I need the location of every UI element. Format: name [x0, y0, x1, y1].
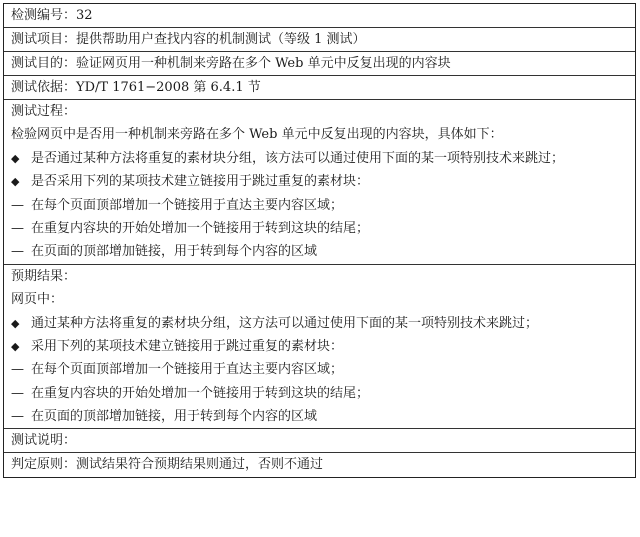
process-line [11, 240, 635, 263]
test-purpose: 测试目的：验证网页用一种机制来旁路在多个 Web 单元中反复出现的内容块 [11, 56, 451, 71]
process-line [11, 217, 635, 240]
process-heading: 测试过程： [11, 104, 77, 119]
test-number-row [4, 4, 635, 28]
test-notes-row [4, 429, 635, 453]
expected-line [11, 382, 635, 405]
process-line-text: 在每个页面顶部增加一个链接用于直达主要内容区域； [31, 197, 344, 213]
dash-bullet-icon: — [11, 244, 24, 260]
process-line [11, 170, 635, 193]
process-line-text: 是否通过某种方法将重复的素材块分组，该方法可以通过使用下面的某一项特别技术来跳过； [31, 150, 565, 166]
expected-line [11, 312, 635, 335]
diamond-bullet-icon: ◆ [11, 151, 20, 165]
process-line-text: 在重复内容块的开始处增加一个链接用于转到这块的结尾； [31, 220, 370, 236]
dash-bullet-icon: — [11, 385, 24, 401]
test-purpose-row [4, 52, 635, 76]
expected-line [11, 405, 635, 428]
test-basis-row [4, 76, 635, 100]
test-item: 测试项目：提供帮助用户查找内容的机制测试（等级 1 测试） [11, 32, 366, 47]
dash-bullet-icon: — [11, 220, 24, 236]
process-intro: 检验网页中是否用一种机制来旁路在多个 Web 单元中反复出现的内容块，具体如下： [11, 127, 503, 143]
expected-intro: 网页中： [11, 292, 64, 308]
expected-line-text: 在每个页面顶部增加一个链接用于直达主要内容区域； [31, 362, 344, 378]
process-line [11, 194, 635, 217]
expected-result-section [4, 265, 635, 430]
criteria-row [4, 453, 635, 477]
diamond-bullet-icon: ◆ [11, 316, 20, 330]
test-case-table [3, 3, 636, 478]
test-notes-heading: 测试说明： [11, 433, 77, 449]
expected-line [11, 335, 635, 358]
dash-bullet-icon: — [11, 362, 24, 378]
criteria-text: 判定原则：测试结果符合预期结果则通过，否则不通过 [11, 457, 324, 473]
dash-bullet-icon: — [11, 197, 24, 213]
expected-line-text: 在重复内容块的开始处增加一个链接用于转到这块的结尾； [31, 385, 370, 401]
diamond-bullet-icon: ◆ [11, 175, 20, 189]
dash-bullet-icon: — [11, 409, 24, 425]
test-basis: 测试依据：YD/T 1761−2008 第 6.4.1 节 [11, 80, 261, 95]
expected-line-text: 采用下列的某项技术建立链接用于跳过重复的素材块： [31, 338, 344, 354]
test-item-row [4, 28, 635, 52]
expected-line-text: 通过某种方法将重复的素材块分组，这方法可以通过使用下面的某一项特别技术来跳过； [31, 315, 539, 331]
diamond-bullet-icon: ◆ [11, 339, 20, 353]
test-number: 检测编号：32 [11, 8, 93, 23]
expected-line [11, 358, 635, 381]
expected-heading: 预期结果： [11, 268, 77, 284]
process-line [11, 147, 635, 170]
process-line-text: 是否采用下列的某项技术建立链接用于跳过重复的素材块： [31, 174, 370, 190]
test-process-section [4, 100, 635, 265]
expected-line-text: 在页面的顶部增加链接，用于转到每个内容的区域 [31, 409, 318, 425]
process-line-text: 在页面的顶部增加链接，用于转到每个内容的区域 [31, 244, 318, 260]
